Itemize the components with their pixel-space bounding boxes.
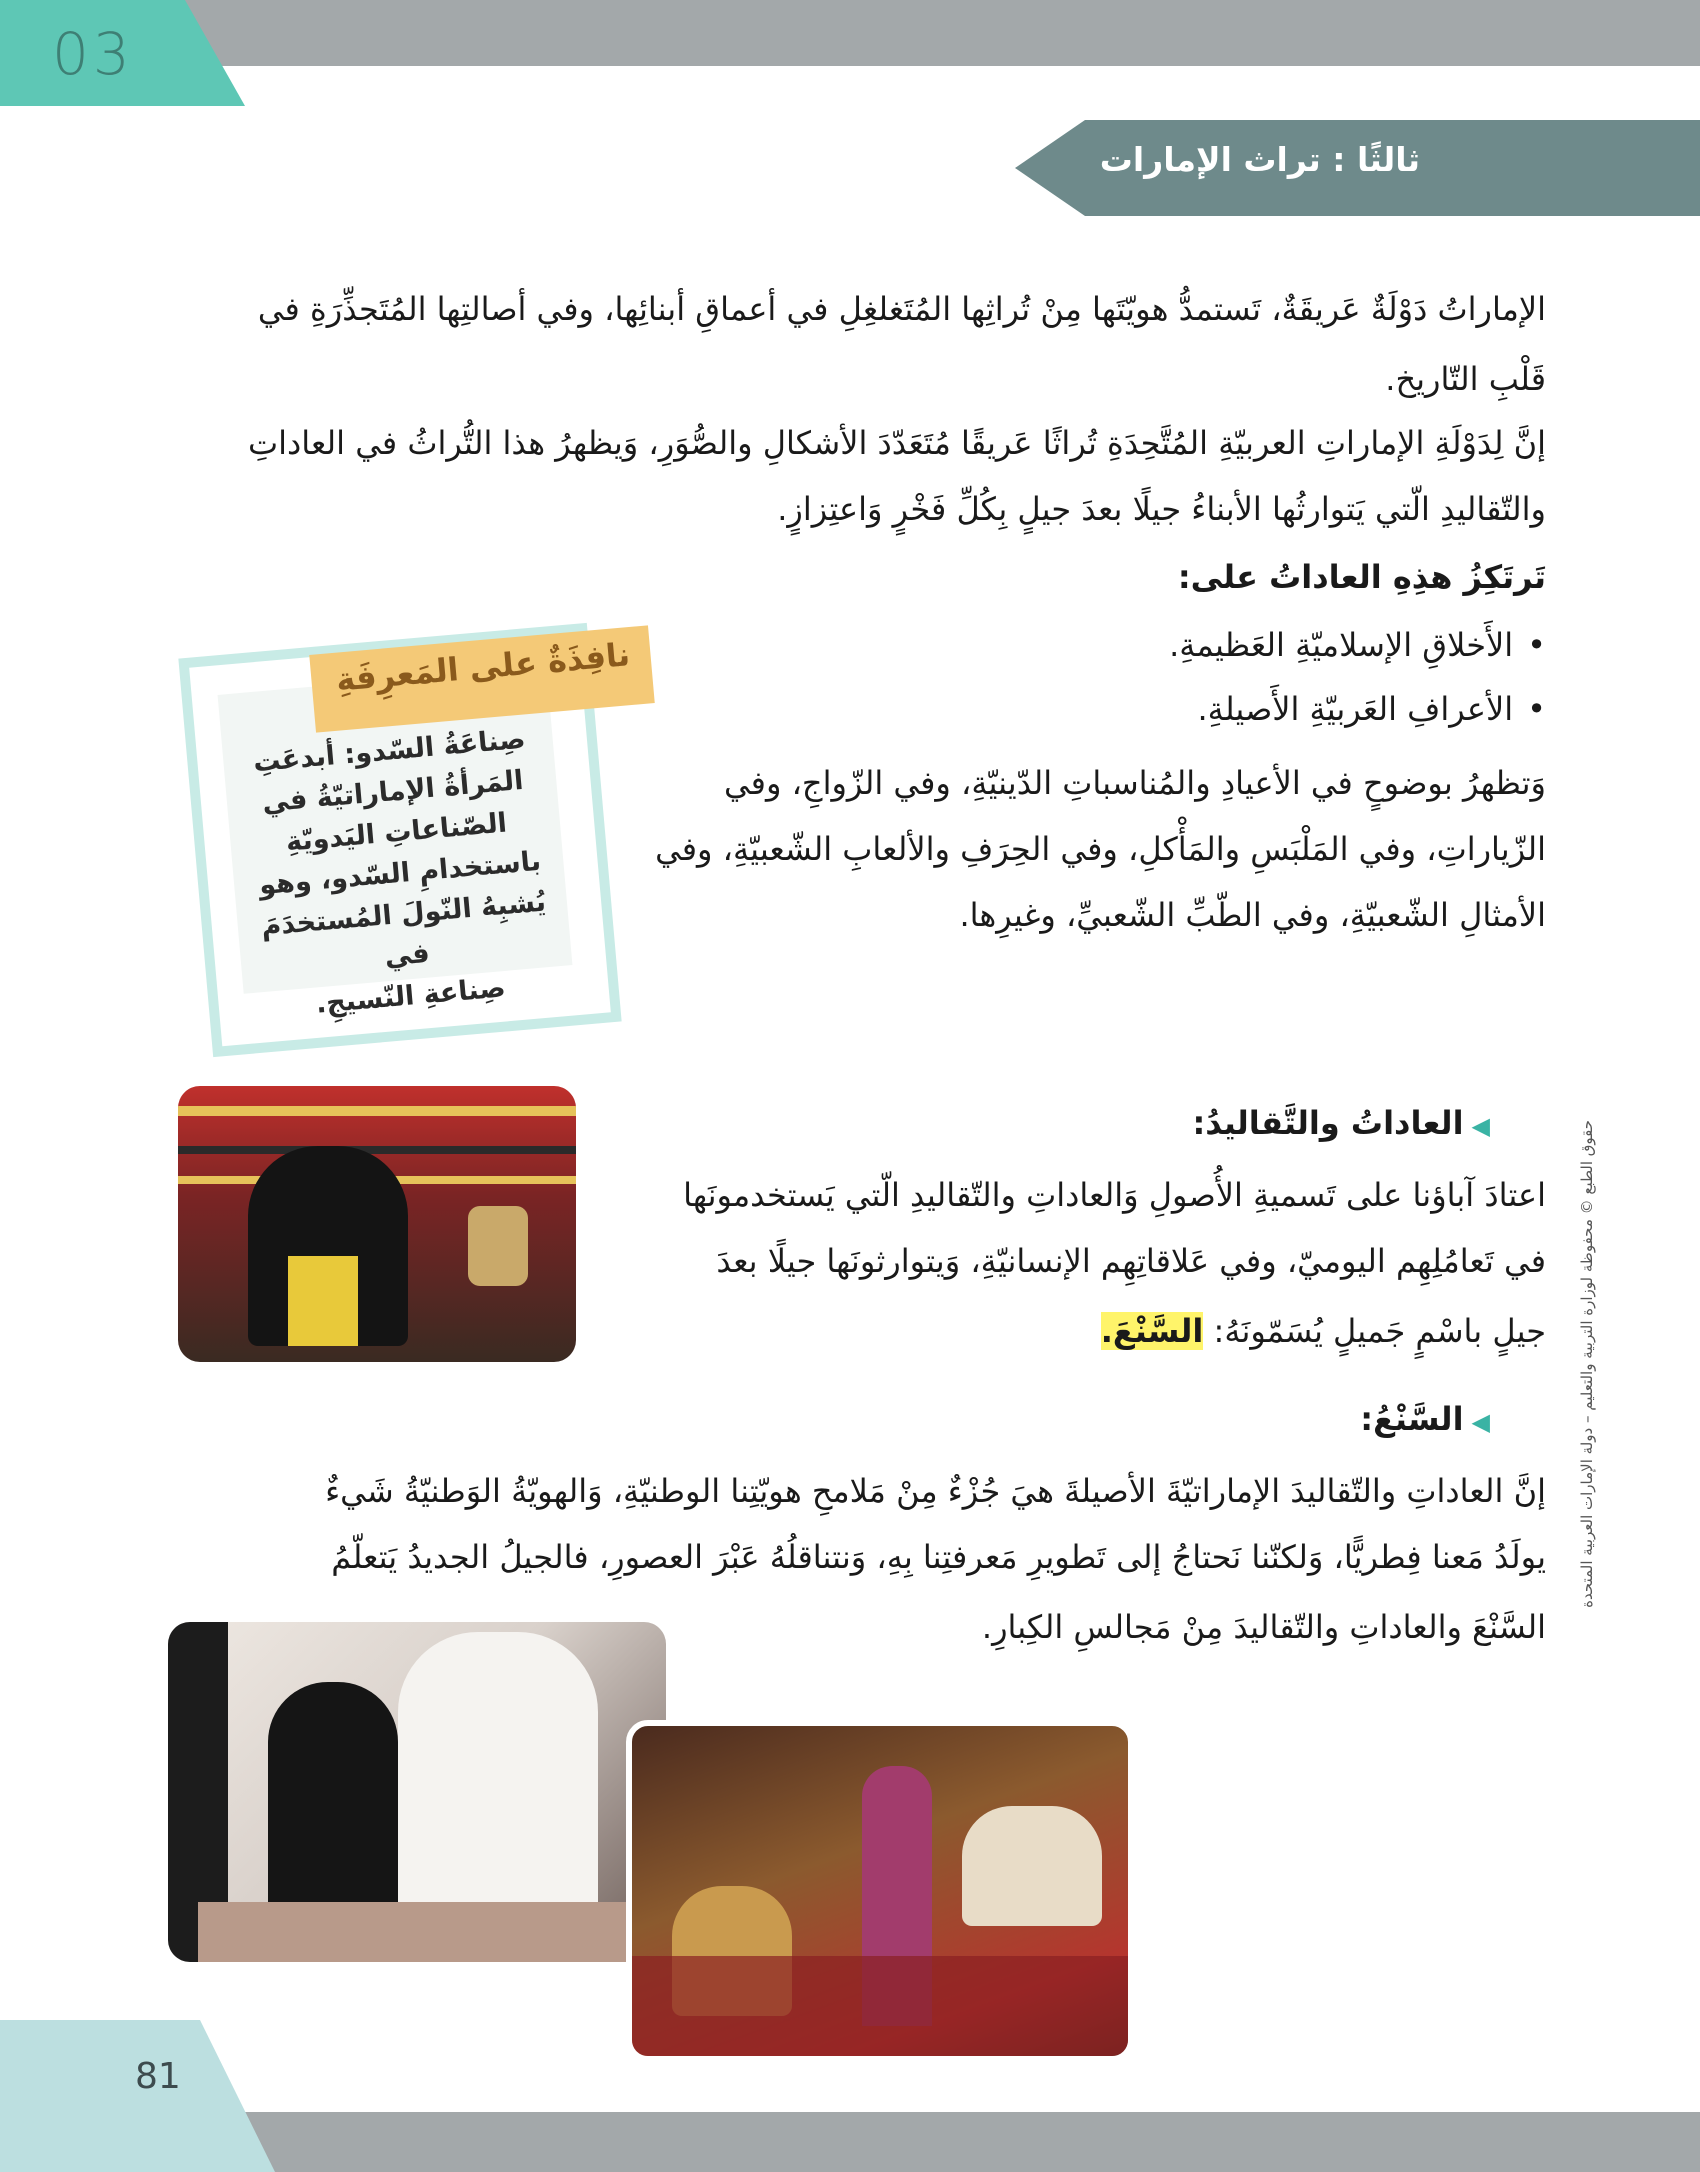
photo-stripe (178, 1106, 576, 1116)
arrow-icon: ◀ (1471, 1408, 1490, 1436)
sadu-weaving-photo (178, 1086, 576, 1362)
weaving-yarn (288, 1256, 358, 1346)
intro-line: الإماراتُ دَوْلَةٌ عَريقَةٌ، تَستمدُّ هويّتَها مِنْ تُراثِها المُتَغلغِلِ في أعماقِ أبنائِها، وفي أصالتِها المُتَجذِّرَةِ في (257, 290, 1546, 328)
seated-guests-figure (962, 1806, 1102, 1926)
foundations-heading: تَرتَكِزُ هذِهِ العاداتُ على: (1177, 558, 1546, 596)
foundations-text: الزّياراتِ، وفي المَلْبَسِ والمَأْكلِ، وفي الحِرَفِ والألعابِ الشّعبيّةِ، وفي (655, 830, 1546, 868)
copyright-side-note: حقوق الطبع © محفوظة لوزارة التربية والتعليم – دولة الإمارات العربية المتحدة (1578, 1120, 1596, 1608)
sanaa-heading: ◀السَّنْعُ: (1360, 1400, 1490, 1438)
sanaa-text: السَّنْعَ والعاداتِ والتّقاليدَ مِنْ مَجالسِ الكِبارِ. (981, 1608, 1546, 1646)
customs-heading: ◀العاداتُ والتَّقاليدُ: (1192, 1104, 1490, 1142)
intro-line: إنَّ لِدَوْلَةِ الإماراتِ العربيّةِ المُتَّحِدَةِ تُراثًا عَريقًا مُتَعَدّدَ الأشكالِ والصُّوَرِ، وَيظهرُ هذا التُّراثُ في العاداتِ (247, 424, 1546, 462)
knowledge-window-title: نافِذَةٌ على المَعرِفَةِ (334, 635, 632, 699)
elders-greeting-photo (168, 1622, 666, 1962)
foundation-item: • الأَخلاقِ الإسلاميّةِ العَظيمةِ. (646, 614, 1546, 676)
carpet (632, 1956, 1128, 2056)
customs-text: في تَعامُلِهِم اليوميّ، وفي عَلاقاتِهِم الإنسانيّةِ، وَيتوارثونَها جيلًا بعدَ (716, 1242, 1546, 1280)
page-number: 81 (135, 2056, 181, 2097)
sanaa-text: يولَدُ مَعنا فِطريًّا، وَلكنّنا نَحتاجُ إلى تَطويرِ مَعرفتِنا بِهِ، وَنتناقلُهُ عَبْرَ العصورِ، فالجيلُ الجديدُ يَتعلّمُ (331, 1538, 1546, 1576)
arrow-icon: ◀ (1471, 1112, 1490, 1140)
intro-line: والتّقاليدِ الّتي يَتوارثُها الأبناءُ جيلًا بعدَ جيلٍ بِكُلِّ فَخْرٍ وَاعتِزازٍ. (777, 490, 1546, 528)
knowledge-window-text: صِناعَةُ السّدو: أبدعَتِ المَرأةُ الإماراتيّةُ في الصّناعاتِ اليَدويّةِ باستخدامِ السّدو، وهو يُشبِهُ النّولَ المُستخدَمَ في صِناعةِ النّسيجِ. (251, 723, 548, 1020)
sanaa-text: إنَّ العاداتِ والتّقاليدَ الإماراتيّةَ الأصيلةَ هيَ جُزْءٌ مِنْ مَلامحِ هويّتِنا الوطنيّةِ، وَالهويّةُ الوَطنيّةُ شَيءٌ (325, 1472, 1546, 1510)
photo-stripe (178, 1146, 576, 1154)
customs-text: جيلٍ باسْمٍ جَميلٍ يُسَمّونَهُ: السَّنْعَ. (1100, 1312, 1546, 1350)
intro-line: قَلْبِ التّاريخ. (1385, 360, 1546, 398)
section-title: ثالثًا : تراث الإمارات (1099, 140, 1420, 179)
foundations-text: الأمثالِ الشّعبيّةِ، وفي الطّبِّ الشّعبيِّ، وغيرِها. (959, 896, 1546, 934)
chapter-number: 03 (52, 20, 134, 88)
sofa (198, 1902, 658, 1962)
foundations-text: وَتظهرُ بوضوحٍ في الأعيادِ والمُناسباتِ الدّينيّةِ، وفي الزّواجِ، وفي (724, 764, 1546, 802)
majlis-photo (626, 1720, 1134, 2062)
sanaa-highlight: السَّنْعَ. (1100, 1312, 1204, 1350)
header-band (0, 0, 1700, 66)
foundation-item: • الأعرافِ العَربيّةِ الأَصيلةِ. (646, 678, 1546, 740)
customs-text: اعتادَ آباؤنا على تَسميةِ الأُصولِ وَالعاداتِ والتّقاليدِ الّتي يَستخدمونَها (683, 1176, 1546, 1214)
basket (468, 1206, 528, 1286)
